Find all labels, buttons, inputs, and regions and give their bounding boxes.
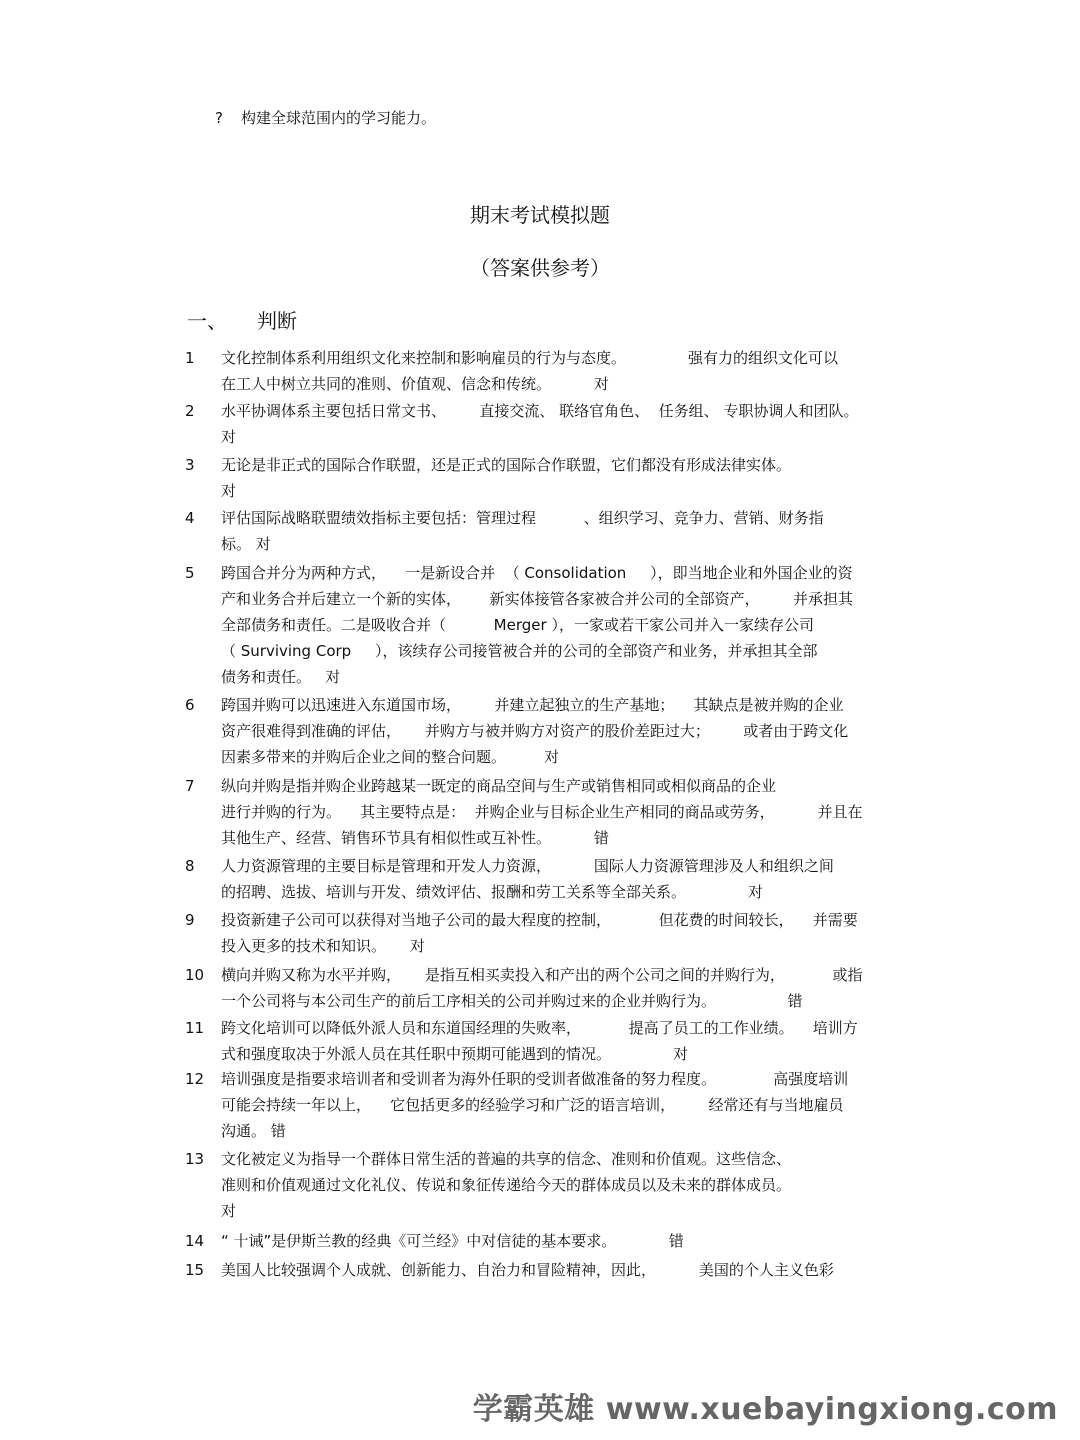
question-text-line: 对 — [221, 482, 237, 500]
question-number: 5 — [185, 564, 195, 582]
question-text-line: 标。 对 — [221, 535, 271, 553]
question-text-line: 可能会持续一年以上， 它包括更多的经验学习和广泛的语言培训， 经常还有与当地雇员 — [221, 1096, 844, 1114]
question-text-line: 资产很难得到准确的评估， 并购方与被并购方对资产的股价差距过大； 或者由于跨文化 — [221, 722, 849, 740]
question-text-line: 无论是非正式的国际合作联盟，还是正式的国际合作联盟，它们都没有形成法律实体。 — [221, 456, 792, 474]
question-number: 6 — [185, 696, 195, 714]
question-text-line: 因素多带来的并购后企业之间的整合问题。 对 — [221, 748, 560, 766]
question-text-line: 进行并购的行为。 其主要特点是： 并购企业与目标企业生产相同的商品或劳务， 并且在 — [221, 803, 863, 821]
question-text-line: 文化被定义为指导一个群体日常生活的普遍的共享的信念、准则和价值观。这些信念、 — [221, 1150, 792, 1168]
bullet-text: 构建全球范围内的学习能力。 — [240, 109, 436, 127]
question-text-line: 对 — [221, 1202, 237, 1220]
question-text-line: 产和业务合并后建立一个新的实体， 新实体接管各家被合并公司的全部资产， 并承担其 — [221, 590, 853, 608]
question-number: 2 — [185, 402, 195, 420]
question-text-line: 沟通。 错 — [221, 1122, 286, 1140]
page-subtitle: （答案供参考） — [470, 256, 610, 280]
question-text-line: 全部债务和责任。二是吸收合并（ Merger ），一家或若干家公司并入一家续存公司 — [221, 616, 814, 634]
page-title: 期末考试模拟题 — [470, 203, 610, 227]
question-number: 13 — [185, 1150, 205, 1168]
question-text-line: 跨国合并分为两种方式， 一是新设合并 （ Consolidation ），即当地企业和外国企业的资 — [221, 564, 853, 582]
question-text-line: 美国人比较强调个人成就、创新能力、自治力和冒险精神，因此， 美国的个人主义色彩 — [221, 1261, 834, 1279]
section-label: 判断 — [257, 309, 297, 333]
question-text-line: 的招聘、选拔、培训与开发、绩效评估、报酬和劳工关系等全部关系。 对 — [221, 883, 763, 901]
question-number: 3 — [185, 456, 195, 474]
question-text-line: 跨文化培训可以降低外派人员和东道国经理的失败率， 提高了员工的工作业绩。 培训方 — [221, 1019, 858, 1037]
question-text-line: 债务和责任。 对 — [221, 668, 341, 686]
question-text-line: 在工人中树立共同的准则、价值观、信念和传统。 对 — [221, 375, 609, 393]
question-number: 10 — [185, 966, 205, 984]
question-text-line: 其他生产、经营、销售环节具有相似性或互补性。 错 — [221, 829, 609, 847]
question-text-line: 培训强度是指要求培训者和受训者为海外任职的受训者做准备的努力程度。 高强度培训 — [221, 1070, 849, 1088]
section-heading — [187, 305, 297, 334]
question-number: 8 — [185, 857, 195, 875]
question-number: 1 — [185, 349, 195, 367]
question-text-line: 水平协调体系主要包括日常文书、 直接交流、 联络官角色、 任务组、 专职协调人和团队。 — [221, 402, 859, 420]
watermark: 学霸英雄 www.xuebayingxiong.com — [472, 1392, 1058, 1427]
section-number: 一、 — [187, 309, 227, 333]
question-text-line: 一个公司将与本公司生产的前后工序相关的公司并购过来的企业并购行为。 错 — [221, 992, 803, 1010]
question-text-line: 横向并购又称为水平并购， 是指互相买卖投入和产出的两个公司之间的并购行为， 或指 — [221, 966, 863, 984]
question-number: 9 — [185, 911, 195, 929]
question-text-line: “ 十诫”是伊斯兰教的经典《可兰经》中对信徒的基本要求。 错 — [221, 1232, 684, 1250]
question-number: 11 — [185, 1019, 205, 1037]
question-number: 12 — [185, 1070, 205, 1088]
question-text-line: 评估国际战略联盟绩效指标主要包括：管理过程 、组织学习、竞争力、营销、财务指 — [221, 509, 824, 527]
question-text-line: 纵向并购是指并购企业跨越某一既定的商品空间与生产或销售相同或相似商品的企业 — [221, 777, 777, 795]
question-text-line: 跨国并购可以迅速进入东道国市场， 并建立起独立的生产基地； 其缺点是被并购的企业 — [221, 696, 844, 714]
question-text-line: 投资新建子公司可以获得对当地子公司的最大程度的控制， 但花费的时间较长， 并需要 — [221, 911, 858, 929]
top-bullet-item — [215, 107, 436, 128]
question-text-line: 投入更多的技术和知识。 对 — [221, 937, 425, 955]
question-number: 7 — [185, 777, 195, 795]
question-text-line: 人力资源管理的主要目标是管理和开发人力资源， 国际人力资源管理涉及人和组织之间 — [221, 857, 834, 875]
question-number: 14 — [185, 1232, 205, 1250]
question-number: 4 — [185, 509, 195, 527]
question-text-line: 对 — [221, 428, 237, 446]
question-text-line: 准则和价值观通过文化礼仪、传说和象征传递给今天的群体成员以及未来的群体成员。 — [221, 1176, 792, 1194]
question-number: 15 — [185, 1261, 205, 1279]
question-text-line: 式和强度取决于外派人员在其任职中预期可能遇到的情况。 对 — [221, 1045, 688, 1063]
bullet-marker: ? — [215, 109, 223, 127]
question-text-line: 文化控制体系利用组织文化来控制和影响雇员的行为与态度。 强有力的组织文化可以 — [221, 349, 838, 367]
question-text-line: （ Surviving Corp ），该续存公司接管被合并的公司的全部资产和业务，并承担其全部 — [221, 642, 818, 660]
